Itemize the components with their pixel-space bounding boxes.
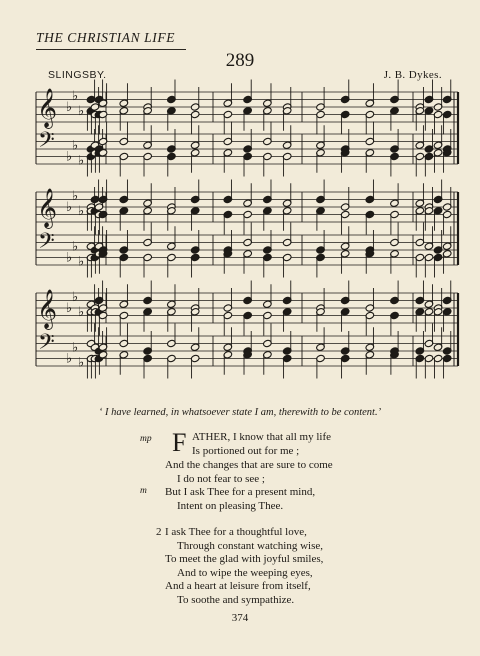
flat-icon: ♭: [66, 149, 73, 165]
verse-1-line-3: And the changes that are sure to come: [165, 459, 333, 471]
verse-2-line-1: I ask Thee for a thoughtful love,: [165, 526, 307, 538]
verse-2-line-4: And to wipe the weeping eyes,: [177, 567, 313, 579]
dynamic-mark-mp: mp: [140, 434, 152, 444]
verse-2-number: 2: [156, 526, 162, 538]
flat-icon: ♭: [78, 203, 85, 219]
flat-icon: ♭: [72, 239, 79, 255]
flat-icon: ♭: [72, 289, 79, 305]
flat-icon: ♭: [66, 100, 73, 115]
verse-1-line-4: I do not fear to see ;: [177, 473, 265, 485]
verse-1-line-1: ATHER, I know that all my life: [192, 431, 332, 443]
bass-clef-icon: 𝄢: [38, 229, 55, 259]
hymn-number: 289: [225, 50, 255, 71]
composer: J. B. Dykes.: [383, 69, 442, 81]
treble-clef-icon: 𝄞: [37, 188, 58, 228]
treble-clef-icon: 𝄞: [37, 88, 58, 128]
verse-1-line-5: But I ask Thee for a present mind,: [165, 486, 316, 498]
verse-1-line-2: Is portioned out for me ;: [192, 445, 300, 457]
verse-2-line-6: To soothe and sympathize.: [177, 594, 295, 606]
flat-icon: ♭: [72, 88, 79, 104]
page-number: 374: [231, 612, 249, 624]
verse-1-line-6: Intent on pleasing Thee.: [177, 500, 284, 512]
verse-2-line-3: To meet the glad with joyful smiles,: [165, 553, 324, 565]
flat-icon: ♭: [66, 200, 73, 215]
flat-icon: ♭: [66, 250, 73, 266]
verse-2-line-2: Through constant watching wise,: [177, 540, 324, 552]
flat-icon: ♭: [78, 355, 85, 371]
flat-icon: ♭: [72, 138, 79, 154]
bass-clef-icon: 𝄢: [38, 330, 55, 360]
tune-name: SLINGSBY.: [48, 69, 107, 81]
epigraph: ‘ I have learned, in whatsoever state I am, therewith to be content.’: [98, 407, 382, 418]
flat-icon: ♭: [78, 103, 85, 119]
bass-clef-icon: 𝄢: [38, 128, 55, 158]
verse-2-line-5: And a heart at leisure from itself,: [165, 580, 311, 592]
treble-clef-icon: 𝄞: [37, 289, 58, 329]
flat-icon: ♭: [72, 188, 79, 204]
drop-cap: F: [172, 428, 187, 457]
flat-icon: ♭: [78, 153, 85, 169]
flat-icon: ♭: [66, 301, 73, 316]
flat-icon: ♭: [66, 351, 73, 367]
dynamic-mark-m: m: [140, 486, 147, 496]
running-head: THE CHRISTIAN LIFE: [36, 30, 176, 45]
flat-icon: ♭: [78, 304, 85, 320]
flat-icon: ♭: [72, 340, 79, 356]
flat-icon: ♭: [78, 254, 85, 270]
